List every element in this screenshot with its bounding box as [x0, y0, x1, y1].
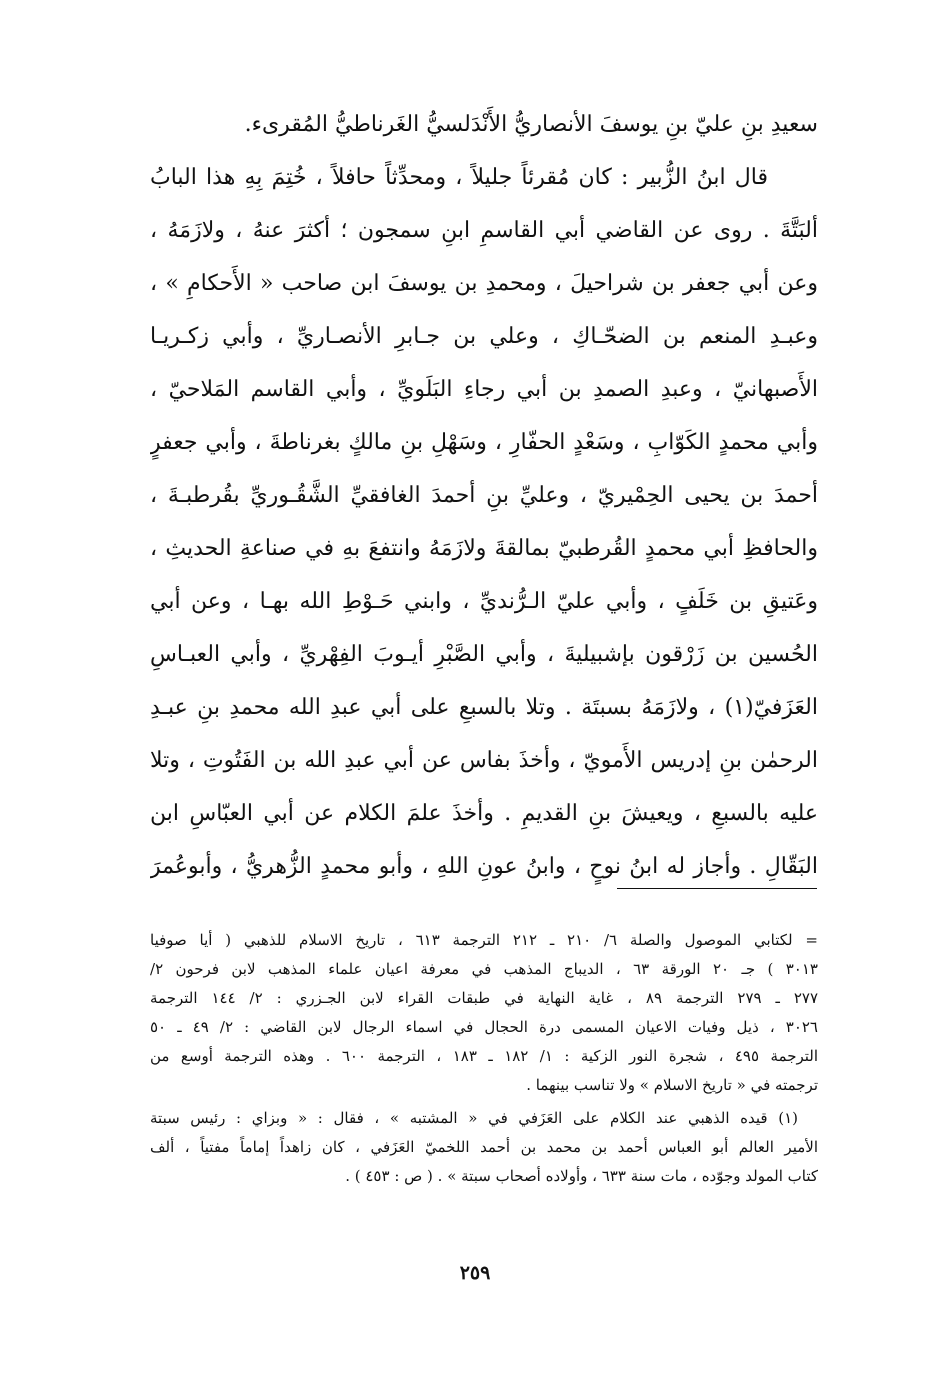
footnote-line: الترجمة ٤٩٥ ، شجرة النور الزكية : ١/ ١٨٢ ـ ١٨٣ ، الترجمة ٦٠٠ . وهذه الترجمة أوسع من: [150, 1047, 818, 1065]
footnote-divider: [617, 888, 817, 889]
text-line: وأبي محمدٍ الكَوّابِ ، وسَعْدٍ الحفّارِ ، وسَهْلِ بنِ مالكٍ بغرناطةَ ، وأبي جعفرٍ: [150, 430, 818, 455]
text-line: عليه بالسبعِ ، ويعيشَ بنِ القديمِ . وأخذَ علمَ الكلام عن أبي العبّاسِ ابن: [150, 801, 818, 826]
footnote-line: ٢٧٧ ـ ٢٧٩ الترجمة ٨٩ ، غاية النهاية في طبقات القراء لابن الجـزري : ٢/ ١٤٤ الترجمة: [150, 989, 818, 1007]
text-line: وعبـدِ المنعم بن الضحّـاكِ ، وعلي بن جـابرِ الأنصـاريِّ ، وأبي زكـريـا: [150, 324, 818, 349]
text-line: قال ابنُ الزُّبير : كان مُقرئاً جليلاً ، ومحدِّثاً حافلاً ، خُتِمَ بِهِ هذا البابُ: [150, 165, 768, 190]
footnote-line: ٣٠١٣ ) جـ ٢٠ الورقة ٦٣ ، الديباج المذهب في معرفة اعيان علماء المذهب لابن فرحون ٢/: [150, 960, 818, 978]
page-number: ٢٥٩: [459, 1262, 491, 1284]
text-line: الأَصبهانيّ ، وعبدِ الصمدِ بن أبي رجاءِ البَلَويِّ ، وأبي القاسم المَلاحيّ ،: [150, 377, 818, 402]
footnote-line: ترجمته في « تاريخ الاسلام » ولا تناسب بينهما .: [526, 1076, 818, 1094]
footnote-line: (١) قيده الذهبي عند الكلام على العَزَفي في « المشتبه » ، فقال : « وبزاي : رئيس سبتة: [150, 1109, 798, 1127]
text-line: الحُسين بن زَرْقون بإشبيليةَ ، وأبي الصَّبْرِ أيـوبَ الفِهْريِّ ، وأبي العبـاسِ: [150, 642, 818, 667]
text-line: وعَتيقِ بن خَلَفٍ ، وأبي عليّ الـرُّنديِّ ، وابني حَـوْطِ الله بهـا ، وعن أبي: [150, 589, 818, 614]
footnotes: [150, 926, 818, 1191]
text-line: العَزَفيّ(١) ، ولازَمَهُ بسبتَة . وتلا بالسبعِ على أبي عبدِ الله محمدِ بنِ عبـدِ: [150, 695, 818, 720]
footnote-line: كتاب المولد وجوّده ، مات سنة ٦٣٣ ، وأولاده أصحاب سبتة » . ( ص : ٤٥٣ ) .: [345, 1167, 818, 1185]
text-line: أحمدَ بن يحيى الحِمْيريّ ، وعليِّ بنِ أحمدَ الغافقيِّ الشَّقُـوريِّ بقُرطبـةَ ،: [150, 483, 818, 508]
text-line: البَقّالِ . وأجاز له ابنُ نوحٍ ، وابنُ عونِ اللهِ ، وأبو محمدٍ الزُّهريُّ ، وأبوعُمرَ: [150, 854, 818, 879]
text-line: والحافظِ أبي محمدٍ القُرطبيّ بمالقةَ ولازَمَهُ وانتفعَ بهِ في صناعةِ الحديثِ ،: [150, 536, 818, 561]
text-line: الرحمٰن بنِ إدريس الأَمويّ ، وأخذَ بفاس عن أبي عبدِ الله بن الفَتُوتِ ، وتلا: [150, 748, 818, 773]
text-line: وعن أبي جعفر بن شراحيلَ ، ومحمدِ بن يوسفَ ابن صاحب « الأَحكامِ » ،: [150, 271, 818, 296]
text-line: ألبَتَّةَ . روى عن القاضي أبي القاسمِ ابنِ سمجون ؛ أكثرَ عنهُ ، ولازَمَهُ ،: [150, 218, 818, 243]
main-text: [150, 98, 818, 893]
text-line: سعيدِ بنِ عليّ بنِ يوسفَ الأنصاريُّ الأَنْدَلسيُّ الغَرناطيُّ المُقرىء.: [244, 112, 818, 137]
footnote-line: الأمير العالم أبو العباس أحمد بن محمد بن أحمد اللخميّ العَزَفي ، كان زاهداً إماماً مفتياً ، ألف: [150, 1138, 818, 1156]
footnote-line: ٣٠٢٦ ، ذيل وفيات الاعيان المسمى درة الحجال في اسماء الرجال لابن القاضي : ٢/ ٤٩ ـ ٥٠: [150, 1018, 818, 1036]
footnote-line: = لكتابي الموصول والصلة ٦/ ٢١٠ ـ ٢١٢ الترجمة ٦١٣ ، تاريخ الاسلام للذهبي ( أيا صوفيا: [150, 931, 818, 949]
